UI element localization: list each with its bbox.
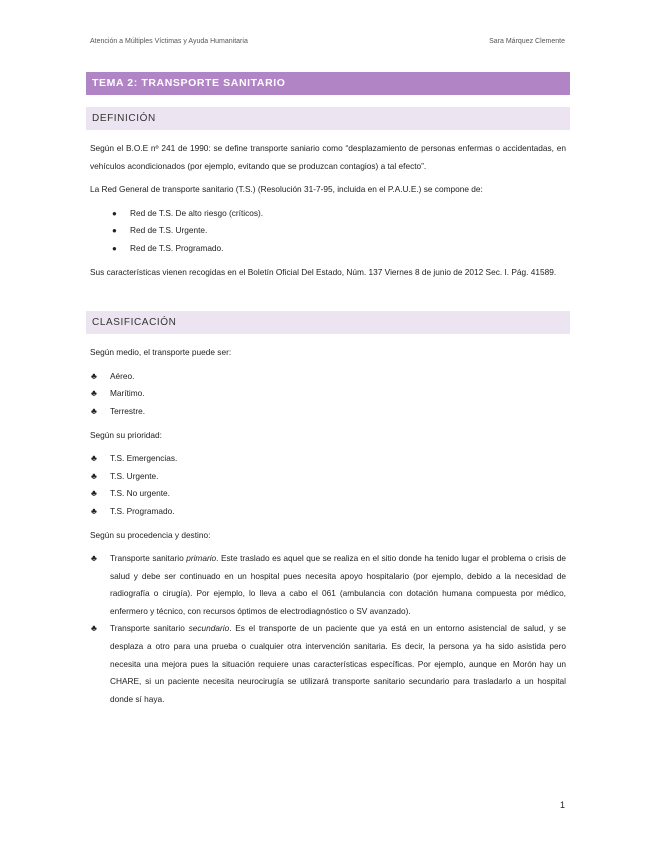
- header-author: Sara Márquez Clemente: [489, 38, 565, 45]
- prioridad-list: [86, 450, 570, 520]
- club-suit-icon: ♣: [91, 405, 97, 416]
- list-item: ♣ Aéreo.: [86, 368, 570, 386]
- club-suit-icon: ♣: [91, 553, 97, 564]
- bullet-dot-icon: ●: [112, 243, 117, 253]
- definicion-paragraph-2: La Red General de transporte sanitario (T.S.) (Resolución 31-7-95, incluida en el P.A.U.E.) se compone de:: [90, 184, 483, 195]
- list-item: ♣ T.S. Urgente.: [86, 468, 570, 486]
- bullet-dot-icon: ●: [112, 208, 117, 218]
- club-suit-icon: ♣: [91, 388, 97, 399]
- club-suit-icon: ♣: [91, 505, 97, 516]
- medio-label: Según medio, el transporte puede ser:: [90, 347, 232, 358]
- list-item: ♣ Transporte sanitario primario. Este traslado es aquel que se realiza en el sitio donde ha tenido lugar el problema o crisis de salud y debe ser continuado en un hospital pues necesita apoyo hospitalario (por ejemplo, debido a la necesidad de radiografía o cirugía). Por ejemplo, lo lleva a cabo el 061 (ambulancia con dotación humana compuesta por médico, enfermero y técnico, con recursos óptimos de electrodiagnóstico o SV avanzado).: [86, 550, 570, 620]
- list-item: ● Red de T.S. Programado.: [86, 240, 570, 258]
- list-item: ♣ Terrestre.: [86, 403, 570, 421]
- list-item: ● Red de T.S. Urgente.: [86, 222, 570, 240]
- club-suit-icon: ♣: [91, 370, 97, 381]
- topic-title-bar: TEMA 2: TRANSPORTE SANITARIO: [86, 72, 570, 95]
- list-item: ♣ Marítimo.: [86, 385, 570, 403]
- list-item: ♣ Transporte sanitario secundario. Es el transporte de un paciente que ya está en un entorno asistencial de salud, y se desplaza a otro para una prueba o cualquier otra intervención sanitaria. Es decir, la persona ya ha sido asistida pero necesita una mejora pues la situación requiere unas características específicas. Por ejemplo, aunque en Morón hay un CHARE, si un paciente necesita neurocirugía se utilizará transporte sanitario secundario para trasladarlo a un hospital donde sí haya.: [86, 620, 570, 708]
- page-header: [90, 38, 565, 50]
- red-ts-list: [86, 205, 570, 258]
- list-item: ♣ T.S. Programado.: [86, 503, 570, 521]
- club-suit-icon: ♣: [91, 623, 97, 634]
- club-suit-icon: ♣: [91, 453, 97, 464]
- section-definicion-title: DEFINICIÓN: [86, 107, 570, 130]
- procedencia-list: [86, 550, 570, 708]
- page-number: 1: [559, 800, 565, 810]
- definicion-paragraph-1: Según el B.O.E nº 241 de 1990: se define transporte saniario como “desplazamiento de personas enfermas o accidentadas, en vehículos acondicionados (por ejemplo, evitando que se produzcan contagios) a tal efecto”.: [90, 143, 566, 171]
- document-body: [86, 72, 570, 708]
- list-item: ♣ T.S. Emergencias.: [86, 450, 570, 468]
- list-item: ● Red de T.S. De alto riesgo (críticos).: [86, 205, 570, 223]
- list-item: ♣ T.S. No urgente.: [86, 485, 570, 503]
- prioridad-label: Según su prioridad:: [90, 429, 162, 440]
- bullet-dot-icon: ●: [112, 226, 117, 236]
- medio-list: [86, 368, 570, 421]
- section-clasificacion-title: CLASIFICACIÓN: [86, 311, 570, 334]
- definicion-paragraph-3: Sus características vienen recogidas en el Boletín Oficial Del Estado, Núm. 137 Viernes 8 de junio de 2012 Sec. I. Pág. 41589.: [90, 266, 557, 277]
- header-course-title: Atención a Múltiples Víctimas y Ayuda Humanitaria: [90, 38, 248, 45]
- procedencia-label: Según su procedencia y destino:: [90, 529, 211, 540]
- club-suit-icon: ♣: [91, 488, 97, 499]
- club-suit-icon: ♣: [91, 470, 97, 481]
